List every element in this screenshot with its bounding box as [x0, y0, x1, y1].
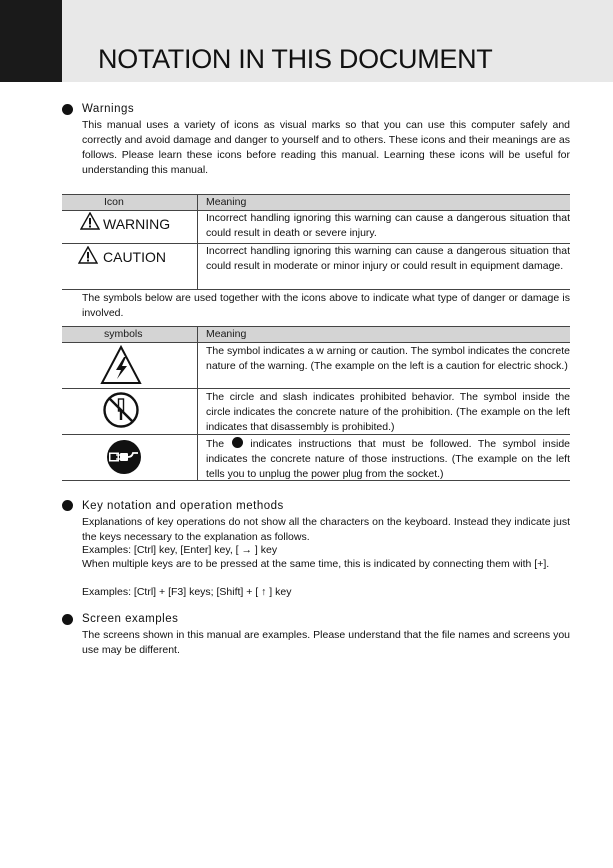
key-examples-1: Examples: [Ctrl] key, [Enter] key, [ → ] key — [82, 544, 278, 556]
meaning-column-header: Meaning — [206, 328, 247, 340]
bullet-icon — [62, 104, 73, 115]
icon-column-header: Icon — [104, 196, 124, 208]
warning-meaning: Incorrect handling ignoring this warning can cause a dangerous situation that could result in death or severe injury. — [206, 212, 570, 239]
row-divider — [62, 289, 570, 290]
screen-examples-paragraph: The screens shown in this manual are examples. Please understand that the file names and screens you use may be different. — [82, 629, 570, 656]
caution-label: CAUTION — [103, 249, 166, 265]
page-title: NOTATION IN THIS DOCUMENT — [98, 44, 493, 74]
icon-table-header — [62, 194, 570, 211]
mandatory-meaning-end: indicates instructions that must be followed. The symbol inside indicates the concrete nature of those instructions. (The example on the left tells you to unplug the power plug from the socket.) — [206, 438, 570, 480]
column-divider — [197, 326, 198, 481]
mandatory-meaning-start: The — [206, 438, 225, 450]
warning-triangle-icon — [80, 212, 100, 235]
mandatory-circle-icon — [232, 437, 243, 448]
meaning-column-header: Meaning — [206, 196, 247, 208]
warnings-paragraph: This manual uses a variety of icons as visual marks so that you can use this computer safely and correctly and avoid damage and danger to yourself and to others. These icons and their meanings are as follows. Please learn these icons before reading this manual. Learning these icons will be useful for understanding this manual. — [82, 119, 570, 176]
symbols-intro: The symbols below are used together with the icons above to indicate what type of danger or damage is involved. — [82, 292, 570, 319]
bullet-icon — [62, 500, 73, 511]
header-black-block — [0, 0, 62, 82]
key-notation-paragraph: Explanations of key operations do not show all the characters on the keyboard. Instead they indicate just the keys necessary to the explanation as follows. — [82, 516, 570, 543]
prohibited-meaning: The circle and slash indicates prohibited behavior. The symbol inside the circle indicates the concrete nature of the prohibition. (The example on the left indicates that disassembly is prohibited.) — [206, 391, 570, 433]
bullet-icon — [62, 614, 73, 625]
warning-label: WARNING — [103, 216, 171, 232]
key-examples-2: Examples: [Ctrl] + [F3] keys; [Shift] + [ ↑ ] key — [82, 586, 292, 598]
caution-meaning: Incorrect handling ignoring this warning can cause a dangerous situation that could result in moderate or minor injury or could result in equipment damage. — [206, 245, 570, 272]
row-divider — [62, 388, 570, 389]
symbols-column-header: symbols — [104, 328, 143, 340]
screen-examples-title: Screen examples — [82, 613, 179, 625]
row-divider — [62, 434, 570, 435]
no-disassembly-icon — [102, 391, 140, 434]
key-notation-title: Key notation and operation methods — [82, 500, 284, 512]
unplug-power-instruction-icon — [105, 438, 143, 481]
caution-triangle-icon — [78, 246, 98, 269]
mandatory-meaning — [206, 437, 570, 482]
column-divider — [197, 194, 198, 290]
warnings-title: Warnings — [82, 103, 135, 115]
row-divider — [62, 480, 570, 481]
electric-shock-meaning: The symbol indicates a w arning or caution. The symbol indicates the concrete nature of the warning. (The example on the left is a caution for electric shock.) — [206, 345, 570, 372]
multiple-keys-paragraph: When multiple keys are to be pressed at the same time, this is indicated by connecting them with [+]. — [82, 558, 550, 570]
electric-shock-warning-icon — [100, 345, 142, 390]
